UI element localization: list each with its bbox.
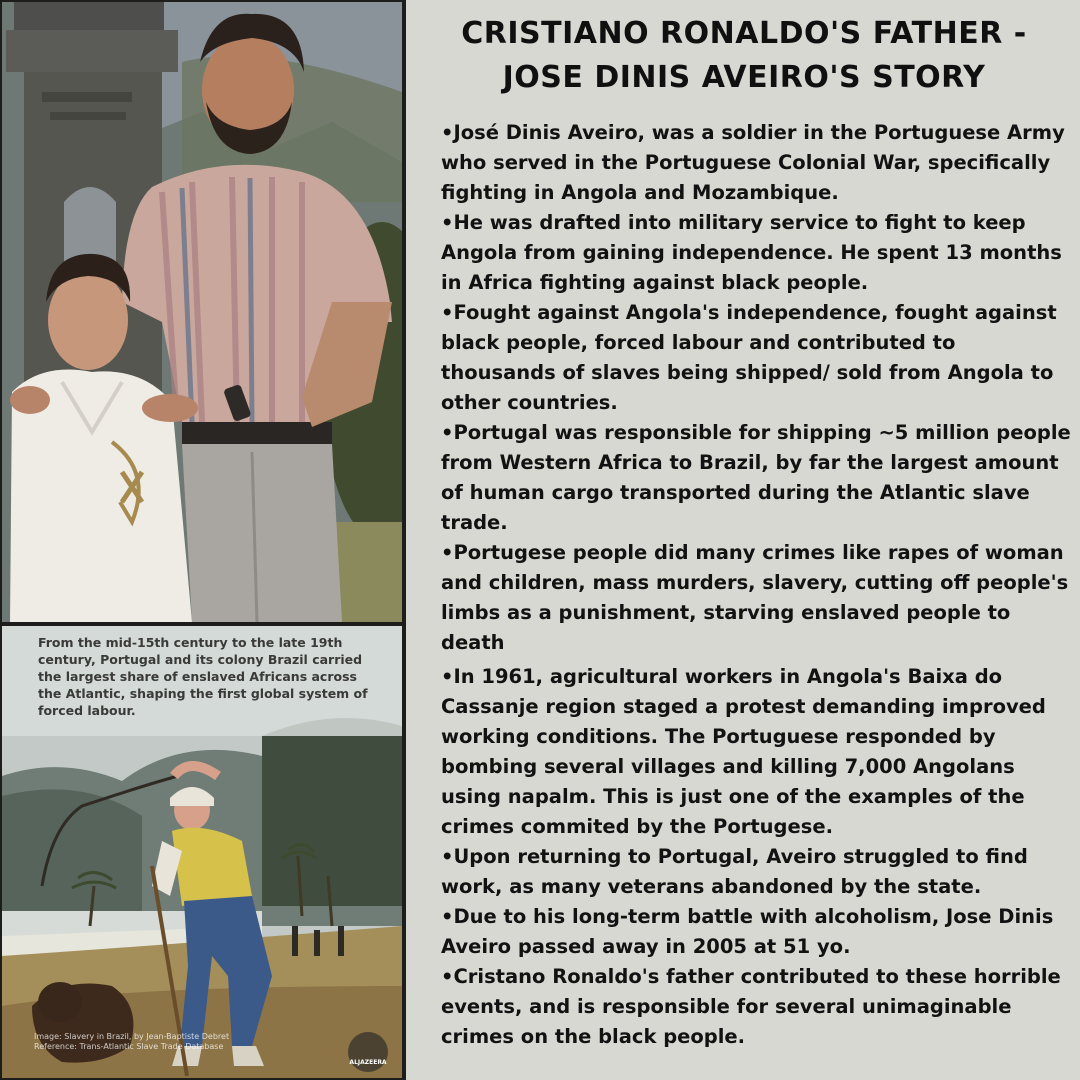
headline-line-1: CRISTIANO RONALDO'S FATHER - — [461, 16, 1027, 51]
bullet-item: •Cristano Ronaldo's father contributed to these horrible events, and is responsible for several unimaginable crimes on the black people. — [441, 965, 1061, 1048]
bullet-item: •Fought against Angola's independence, fought against black people, forced labour and contributed to thousands of slaves being shipped/ sold from Angola to other countries. — [441, 301, 1057, 414]
father-son-photo — [2, 2, 402, 622]
bullet-item: •Due to his long-term battle with alcoholism, Jose Dinis Aveiro passed away in 2005 at 51 yo. — [441, 905, 1054, 958]
credit-image-line: Image: Slavery in Brazil, by Jean-Baptiste Debret — [34, 1032, 230, 1041]
painting-credit — [34, 1032, 274, 1052]
slavery-painting — [2, 626, 402, 1078]
bullet-item: •Portugal was responsible for shipping ~5 million people from Western Africa to Brazil, by far the largest amount of human cargo transported during the Atlantic slave trade. — [441, 421, 1071, 534]
painting-caption: From the mid-15th century to the late 19th century, Portugal and its colony Brazil carried the largest share of enslaved Africans across the Atlantic, shaping the first global system of forced labour. — [38, 635, 368, 718]
bullet-item: •Upon returning to Portugal, Aveiro struggled to find work, as many veterans abandoned by the state. — [441, 845, 1028, 898]
bullet-item: •José Dinis Aveiro, was a soldier in the Portuguese Army who served in the Portuguese Colonial War, specifically fighting in Angola and Mozambique. — [441, 121, 1065, 204]
headline — [414, 12, 1074, 100]
bullet-item: •He was drafted into military service to fight to keep Angola from gaining independence. He spent 13 months in Africa fighting against black people. — [441, 211, 1062, 294]
bullet-item: •Portugese people did many crimes like rapes of woman and children, mass murders, slavery, cutting off people's limbs as a punishment, starving enslaved people to death — [441, 541, 1069, 654]
aljazeera-logo: ALJAZEERA — [348, 1032, 388, 1072]
bullet-item: •In 1961, agricultural workers in Angola's Baixa do Cassanje region staged a protest demanding improved working conditions. The Portuguese responded by bombing several villages and killing 7,000 Angolans using napalm. This is just one of the examples of the crimes commited by the Portugese. — [441, 665, 1046, 838]
credit-reference-line: Reference: Trans-Atlantic Slave Trade Database — [34, 1042, 224, 1051]
story-bullets — [441, 118, 1073, 1052]
headline-line-2: JOSE DINIS AVEIRO'S STORY — [502, 60, 986, 95]
